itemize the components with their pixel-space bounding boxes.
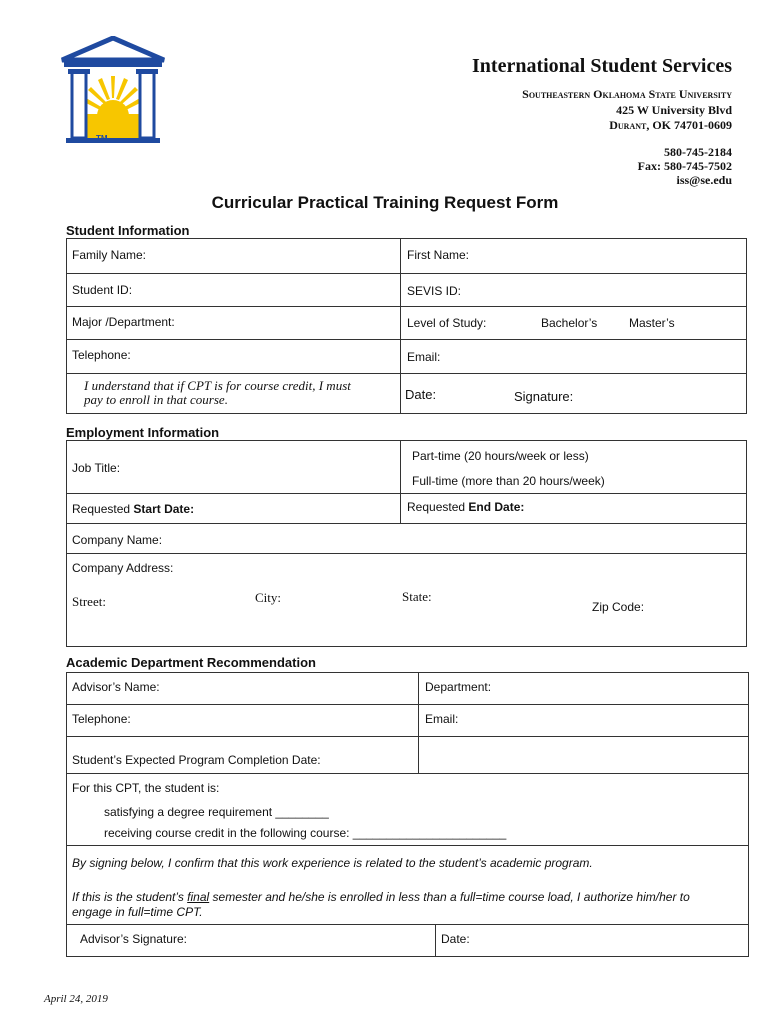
contact-email: iss@se.edu [676, 173, 732, 187]
full-time-option[interactable]: Full-time (more than 20 hours/week) [412, 474, 605, 488]
telephone-field[interactable]: Telephone: [72, 348, 131, 362]
completion-date-field[interactable]: Student’s Expected Program Completion Date: [72, 753, 321, 767]
start-date-field[interactable]: Requested Start Date: [72, 502, 195, 516]
address-line-2: Durant, OK 74701-0609 [609, 118, 732, 132]
form-title: Curricular Practical Training Request Form [211, 193, 559, 212]
revision-date: April 24, 2019 [44, 993, 108, 1005]
street-field[interactable]: Street: [72, 594, 106, 609]
student-signature-field[interactable]: Signature: [514, 389, 574, 404]
advisor-name-field[interactable]: Advisor’s Name: [72, 680, 160, 694]
job-title-field[interactable]: Job Title: [72, 461, 121, 475]
email-field[interactable]: Email: [407, 350, 441, 364]
course-credit-note: I understand that if CPT is for course credit, I must pay to enroll in that course. [84, 378, 351, 407]
cpt-purpose-label: For this CPT, the student is: [72, 781, 220, 795]
advisor-date-field[interactable]: Date: [441, 932, 470, 946]
course-credit-option[interactable]: receiving course credit in the following course: _______________________ [104, 826, 507, 840]
trademark-mark: TM [96, 134, 108, 143]
sevis-id-field[interactable]: SEVIS ID: [407, 284, 462, 298]
department-field[interactable]: Department: [425, 680, 492, 694]
company-name-field[interactable]: Company Name: [72, 533, 163, 547]
student-date-field[interactable]: Date: [405, 387, 437, 402]
family-name-field[interactable]: Family Name: [72, 248, 147, 262]
end-date-field[interactable]: Requested End Date: [407, 500, 525, 514]
building-columns-logo [58, 36, 168, 148]
confirmation-statement: By signing below, I confirm that this work experience is related to the student’s academic program. [72, 856, 593, 870]
address-line-1: 425 W University Blvd [616, 103, 732, 117]
company-address-label: Company Address: [72, 561, 174, 575]
office-title: International Student Services [472, 55, 732, 77]
first-name-field[interactable]: First Name: [407, 248, 470, 262]
major-field[interactable]: Major /Department: [72, 315, 175, 329]
advisor-signature-field[interactable]: Advisor’s Signature: [80, 932, 187, 946]
final-semester-statement: If this is the student’s final semester and he/she is enrolled in less than a full=time course load, I authorize him/her to engage in full=time CPT. [72, 890, 690, 919]
university-name: Southeastern Oklahoma State University [522, 87, 732, 101]
degree-requirement-option[interactable]: satisfying a degree requirement ________ [104, 805, 329, 819]
student-id-field[interactable]: Student ID: [72, 283, 133, 297]
advisor-telephone-field[interactable]: Telephone: [72, 712, 131, 726]
section-heading-employment: Employment Information [66, 425, 220, 440]
masters-option[interactable]: Master’s [629, 316, 675, 330]
advisor-email-field[interactable]: Email: [425, 712, 459, 726]
fax-number: Fax: 580-745-7502 [637, 159, 732, 173]
employment-info-table [66, 440, 747, 647]
phone-number: 580-745-2184 [664, 145, 732, 159]
section-heading-academic: Academic Department Recommendation [66, 655, 316, 670]
zip-code-field[interactable]: Zip Code: [592, 600, 645, 614]
part-time-option[interactable]: Part-time (20 hours/week or less) [412, 449, 589, 463]
city-field[interactable]: City: [255, 590, 282, 605]
state-field[interactable]: State: [402, 589, 432, 604]
level-of-study-label: Level of Study: [407, 316, 487, 330]
bachelors-option[interactable]: Bachelor’s [541, 316, 598, 330]
section-heading-student: Student Information [66, 223, 190, 238]
